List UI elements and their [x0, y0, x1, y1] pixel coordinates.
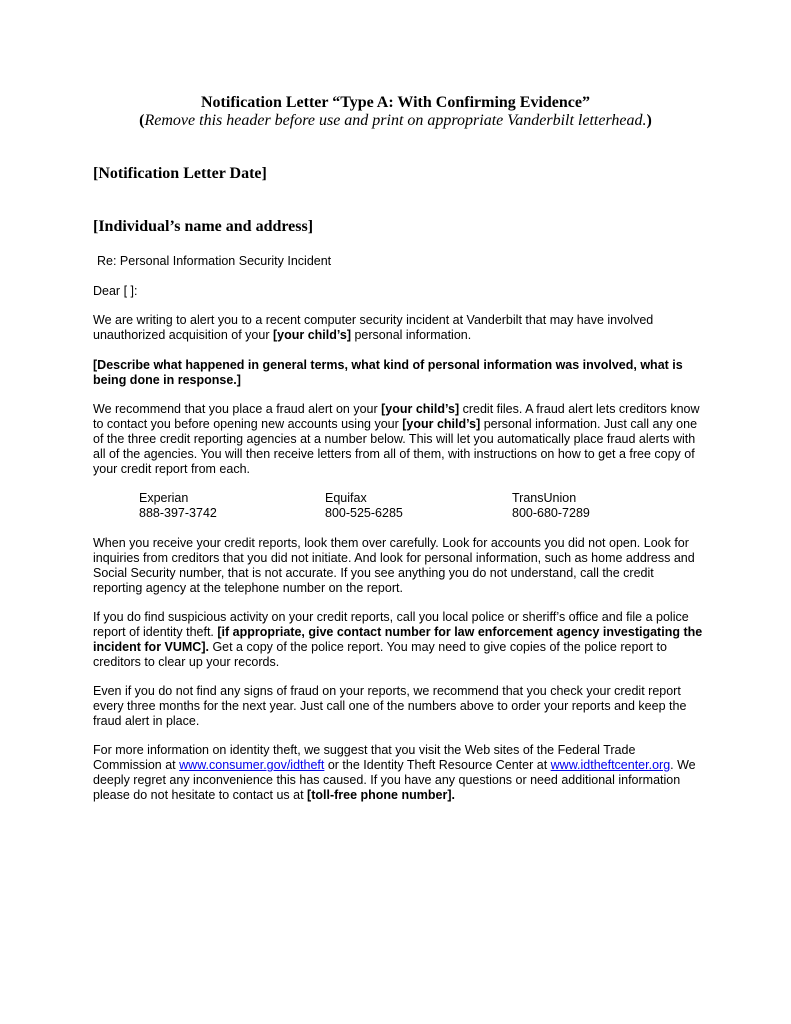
para7-text2: or the Identity Theft Resource Center at [324, 758, 551, 772]
agency-phone: 800-680-7289 [512, 506, 590, 520]
phone-number-placeholder: [toll-free phone number]. [307, 788, 455, 802]
para7-text1: For more information on identity theft, we suggest that you visit the Web sites of the Federal Trade Commission at [93, 743, 636, 772]
recipient-placeholder: [Individual’s name and address] [93, 218, 314, 235]
subtitle-instruction: Remove this header before use and print on appropriate Vanderbilt letterhead. [144, 112, 647, 129]
agency-equifax [325, 491, 403, 521]
header-subtitle [0, 112, 791, 130]
agency-phone: 888-397-3742 [139, 506, 217, 520]
agency-name: TransUnion [512, 491, 577, 505]
agency-name: Experian [139, 491, 189, 505]
agency-transunion [512, 491, 590, 521]
para1-child-placeholder: [your child’s] [272, 328, 351, 342]
salutation: Dear [ ]: [93, 284, 138, 298]
subtitle-open-paren: ( [139, 112, 145, 129]
para3-text1: We recommend that you place a fraud alert on your [93, 402, 382, 416]
paragraph-more-info [93, 743, 703, 803]
para3-child-placeholder-2: [your child’s] [402, 417, 481, 431]
para5-text2: Get a copy of the police report. You may need to give copies of the police report to creditors to clear up your records. [93, 640, 667, 669]
paragraph-review-reports: When you receive your credit reports, look them over carefully. Look for accounts you did not open. Look for inquiries from creditors that you did not initiate. And look for personal information, such as home address and Social Security number, that is not accurate. If you see anything you do not understand, call the credit reporting agency at the telephone number on the report. [93, 536, 695, 595]
para3-child-placeholder-1: [your child’s] [381, 402, 460, 416]
ftc-link[interactable]: www.consumer.gov/idtheft [179, 758, 325, 772]
letter-date-placeholder: [Notification Letter Date] [93, 165, 267, 182]
agency-experian [139, 491, 217, 521]
para3-text2: credit files. A fraud alert lets creditors know to contact you before opening new accounts using your [93, 402, 700, 431]
para7-text3: . We deeply regret any inconvenience this has caused. If you have any questions or need additional information please do not hesitate to contact us at [93, 758, 696, 802]
para5-law-enforcement-placeholder: [if appropriate, give contact number for law enforcement agency investigating the incident for VUMC]. [93, 625, 703, 654]
paragraph-police-report [93, 610, 703, 670]
re-line: Re: Personal Information Security Incident [97, 254, 332, 268]
paragraph-fraud-alert [93, 402, 703, 477]
para5-text1: If you do find suspicious activity on your credit reports, call you local police or sheriff’s office and file a police report of identity theft. [93, 610, 689, 639]
paragraph-alert [93, 313, 703, 343]
header-title: Notification Letter “Type A: With Confirming Evidence” [200, 94, 590, 111]
agency-phone: 800-525-6285 [325, 506, 403, 520]
subtitle-close-paren: ) [646, 112, 652, 129]
para1-text2: personal information. [351, 328, 472, 342]
idtheftcenter-link[interactable]: www.idtheftcenter.org [550, 758, 671, 772]
paragraph-describe [93, 358, 703, 388]
para3-text3: personal information. Just call any one of the three credit reporting agencies at a number below. This will let you automatically place fraud alerts with all of the agencies. You will then receive letters from all of them, with instructions on how to get a free copy of your credit report from each. [93, 417, 698, 476]
para1-text1: We are writing to alert you to a recent computer security incident at Vanderbilt that may have involved unauthorized acquisition of your [93, 313, 654, 342]
para2-instruction: [Describe what happened in general terms, what kind of personal information was involved, what is being done in response.] [93, 358, 683, 387]
agency-name: Equifax [325, 491, 367, 505]
paragraph-check-credit: Even if you do not find any signs of fraud on your reports, we recommend that you check your credit report every three months for the next year. Just call one of the numbers above to order your reports and keep the fraud alert in place. [93, 684, 687, 728]
